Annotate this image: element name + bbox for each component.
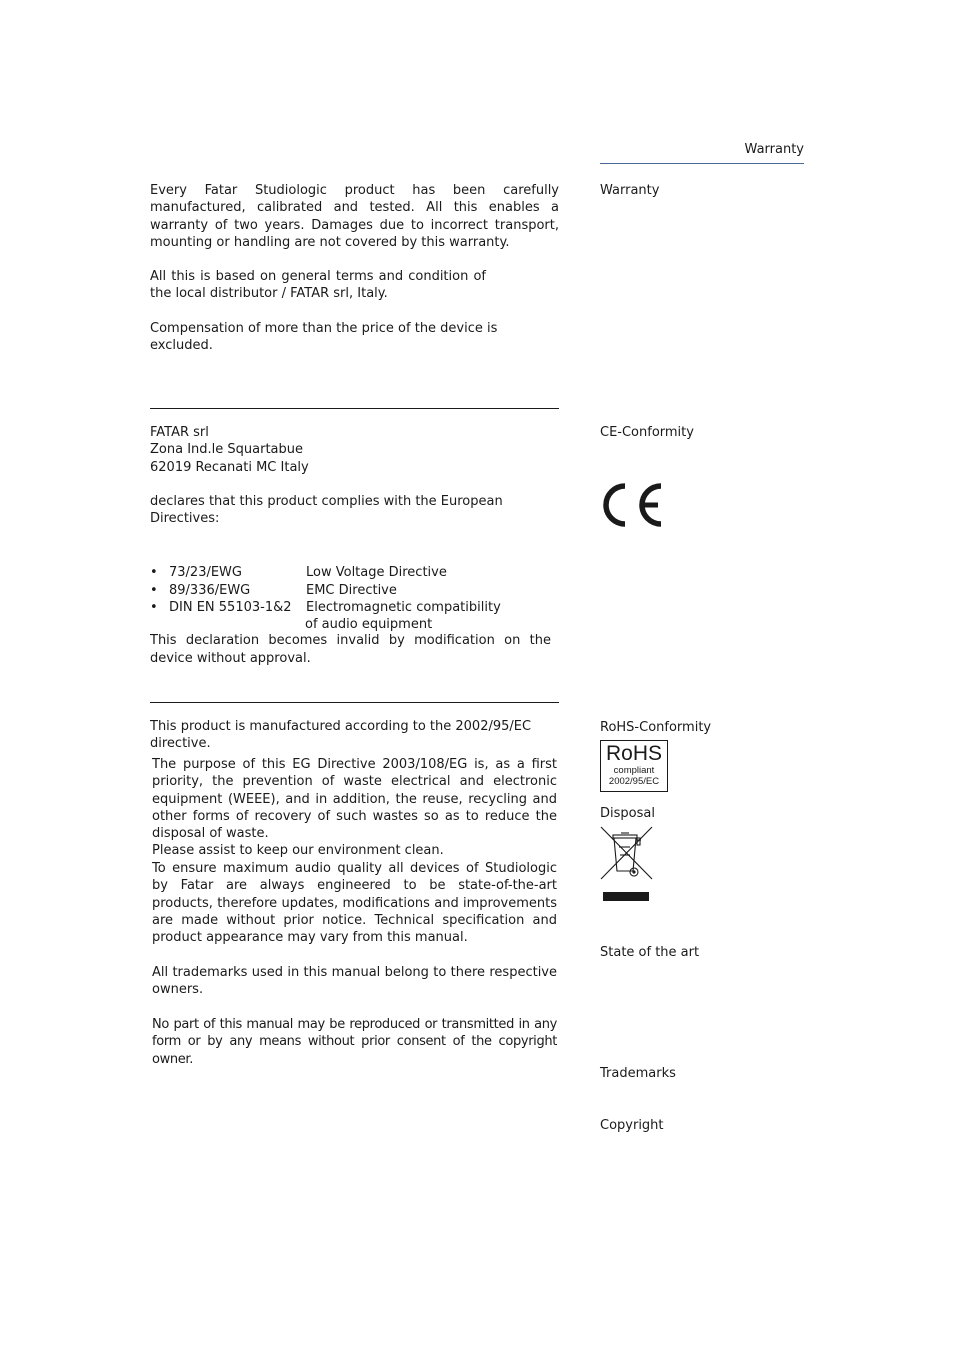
ce-section: [150, 424, 559, 667]
side-label-trademarks: Trademarks: [600, 1066, 676, 1081]
warranty-paragraph: Compensation of more than the price of the device is excluded.: [150, 320, 498, 354]
side-label-ce: CE-Conformity: [600, 425, 694, 440]
warranty-paragraph: Every Fatar Studiologic product has been carefully manufactured, calibrated and tested. All this enables a warranty of two years. Damages due to incorrect transport, mounting or handling are not covered by this warranty.: [150, 183, 559, 250]
section-divider: [150, 702, 559, 703]
side-label-copyright: Copyright: [600, 1118, 664, 1133]
weee-crossed-bin-icon: [599, 825, 655, 905]
ce-invalid-note: This declaration becomes invalid by modification on the device without approval.: [150, 633, 551, 666]
disposal-paragraph: Please assist to keep our environment clean.: [152, 843, 444, 859]
ce-mark-icon: [598, 480, 664, 530]
address-line: 62019 Recanati MC Italy: [150, 459, 309, 475]
state-of-the-art-text: To ensure maximum audio quality all devices of Studiologic by Fatar are always engineered to be state-of-the-art products, therefore updates, modifications and improvements are made without prior notice. Technical specification and product appearance may vary from this manual.: [152, 861, 557, 946]
directive-list: [150, 564, 559, 632]
side-label-state-of-the-art: State of the art: [600, 945, 700, 960]
rohs-logo-icon: RoHS compliant 2002/95/EC: [600, 740, 668, 792]
header-divider: [600, 163, 804, 164]
directive-item: • DIN EN 55103-1&2 Electromagnetic compatibility: [150, 600, 501, 616]
disposal-section: [152, 756, 557, 860]
side-label-warranty: Warranty: [600, 183, 660, 198]
disposal-paragraph: The purpose of this EG Directive 2003/108/EG is, as a first priority, the prevention of waste electrical and electronic equipment (WEEE), and in addition, the reuse, recycling and other forms of recovery of such wastes so as to reduce the disposal of waste.: [152, 757, 557, 842]
address-line: FATAR srl: [150, 425, 209, 440]
directive-item-continued: of audio equipment: [305, 617, 433, 633]
side-label-rohs: RoHS-Conformity: [600, 720, 712, 735]
page-header-title: Warranty: [744, 142, 804, 157]
warranty-section: [150, 182, 559, 354]
trademarks-text: All trademarks used in this manual belong to there respective owners.: [152, 965, 557, 998]
address-line: Zona Ind.le Squartabue: [150, 442, 304, 458]
directive-item: • 89/336/EWG EMC Directive: [150, 582, 397, 598]
copyright-text: No part of this manual may be reproduced or transmitted in any form or by any means without prior consent of the copyright owner.: [152, 1017, 557, 1067]
warranty-paragraph: All this is based on general terms and condition of the local distributor / FATAR srl, Italy.: [150, 269, 486, 302]
rohs-text: This product is manufactured according to the 2002/95/EC directive.: [150, 719, 532, 752]
ce-declaration: declares that this product complies with the European Directives:: [150, 493, 503, 527]
side-label-disposal: Disposal: [600, 806, 655, 821]
section-divider: [150, 408, 559, 409]
directive-item: • 73/23/EWG Low Voltage Directive: [150, 565, 447, 581]
